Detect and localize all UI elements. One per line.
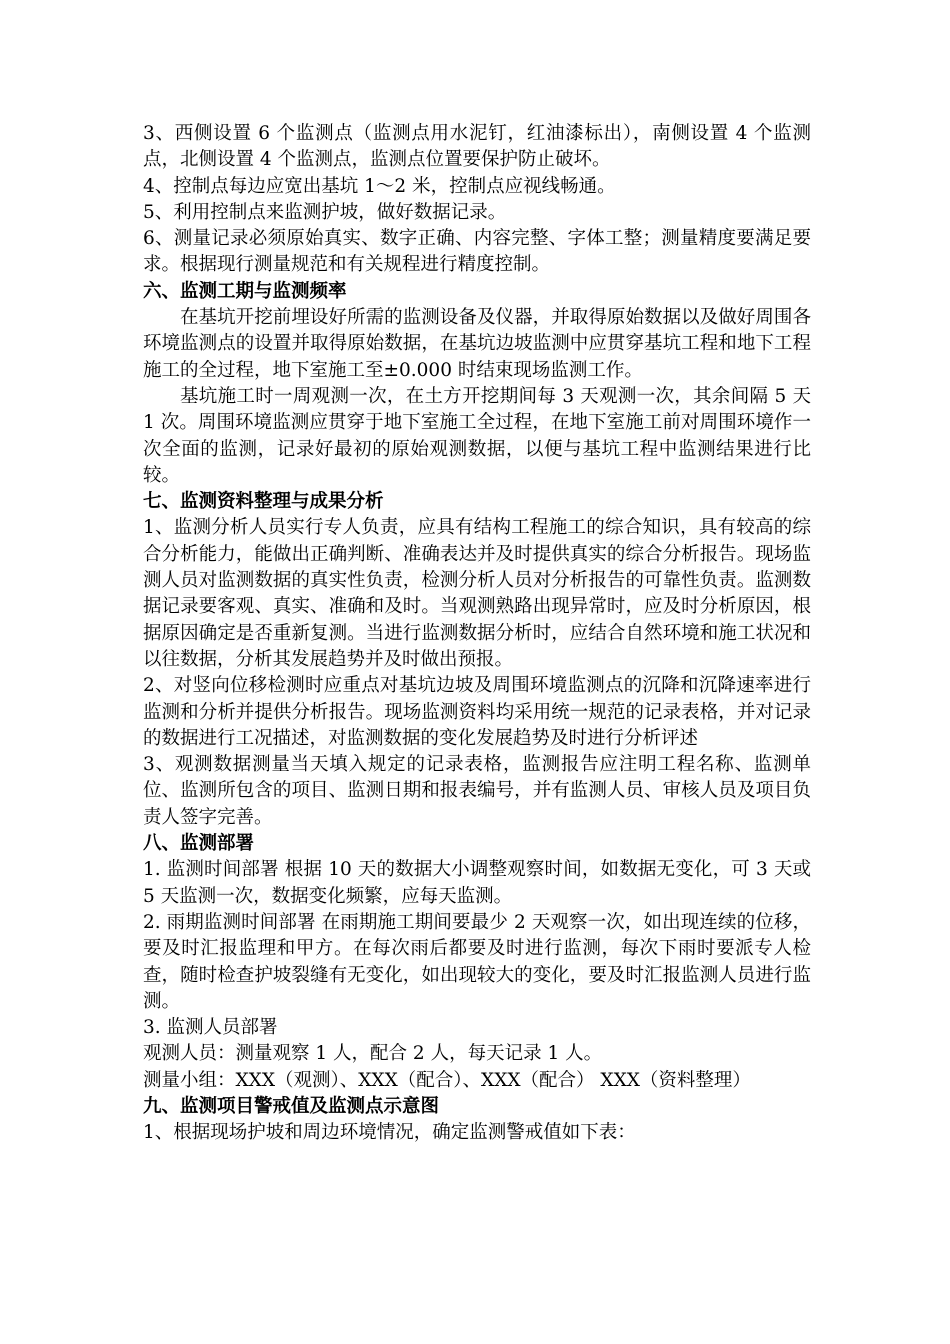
paragraph-use-control-points: 5、利用控制点来监测护坡，做好数据记录。 <box>143 201 507 223</box>
document-page <box>143 121 811 1147</box>
paragraph-survey-team: 测量小组：XXX（观测）、XXX（配合）、XXX（配合） XXX（资料整理） <box>143 1069 751 1091</box>
paragraph-rainy-season: 2. 雨期监测时间部署 在雨期施工期间要最少 2 天观察一次，如出现连续的位移，要及时汇报监理和甲方。在每次雨后都要及时进行监测，每次下雨时要派专人检查，随时检查护坡裂缝有无变化，如出现较大的变化，要及时汇报监测人员进行监测。 <box>143 911 811 1012</box>
paragraph-measurement-records: 6、测量记录必须原始真实、数字正确、内容完整、字体工整；测量精度要满足要求。根据现行测量规范和有关规程进行精度控制。 <box>143 228 811 276</box>
paragraph-vertical-displacement: 2、对竖向位移检测时应重点对基坑边坡及周围环境监测点的沉降和沉降速率进行监测和分析并提供分析报告。现场监测资料均采用统一规范的记录表格，并对记录的数据进行工况描述，对监测数据的变化发展趋势及时进行分析评述 <box>143 675 811 749</box>
heading-section-7: 七、监测资料整理与成果分析 <box>143 491 384 513</box>
paragraph-analysis-personnel: 1、监测分析人员实行专人负责，应具有结构工程施工的综合知识，具有较高的综合分析能力，能做出正确判断、准确表达并及时提供真实的综合分析报告。现场监测人员对监测数据的真实性负责，检测分析人员对分析报告的可靠性负责。监测数据记录要客观、真实、准确和及时。当观测熟路出现异常时，应及时分析原因，根据原因确定是否重新复测。当进行监测数据分析时，应结合自然环境和施工状况和以往数据，分析其发展趋势并及时做出预报。 <box>143 517 811 670</box>
paragraph-personnel-title: 3. 监测人员部署 <box>143 1017 278 1039</box>
heading-section-8: 八、监测部署 <box>143 833 255 855</box>
heading-section-9: 九、监测项目警戒值及监测点示意图 <box>143 1095 440 1117</box>
paragraph-observation-frequency: 基坑施工时一周观测一次，在土方开挖期间每 3 天观测一次，其余间隔 5 天 1 次。周围环境监测应贯穿于地下室施工全过程，在地下室施工前对周围环境作一次全面的监测，记录好最初的原始观测数据，以便与基坑工程中监测结果进行比较。 <box>143 385 811 486</box>
paragraph-control-point-width: 4、控制点每边应宽出基坑 1～2 米，控制点应视线畅通。 <box>143 175 616 197</box>
paragraph-pre-excavation: 在基坑开挖前埋设好所需的监测设备及仪器，并取得原始数据以及做好周围各环境监测点的设置并取得原始数据，在基坑边坡监测中应贯穿基坑工程和地下工程施工的全过程，地下室施工至±0.000 时结束现场监测工作。 <box>143 307 811 381</box>
paragraph-monitoring-time: 1. 监测时间部署 根据 10 天的数据大小调整观察时间，如数据无变化，可 3 天或 5 天监测一次，数据变化频繁，应每天监测。 <box>143 859 811 907</box>
heading-section-6: 六、监测工期与监测频率 <box>143 280 347 302</box>
paragraph-west-monitoring-points: 3、西侧设置 6 个监测点（监测点用水泥钉，红油漆标出），南侧设置 4 个监测点，北侧设置 4 个监测点，监测点位置要保护防止破坏。 <box>143 123 811 171</box>
paragraph-warning-values: 1、根据现场护坡和周边环境情况，确定监测警戒值如下表： <box>143 1122 636 1144</box>
paragraph-record-forms: 3、观测数据测量当天填入规定的记录表格，监测报告应注明工程名称、监测单位、监测所包含的项目、监测日期和报表编号，并有监测人员、审核人员及项目负责人签字完善。 <box>143 754 811 828</box>
paragraph-observers: 观测人员：测量观察 1 人，配合 2 人，每天记录 1 人。 <box>143 1043 603 1065</box>
